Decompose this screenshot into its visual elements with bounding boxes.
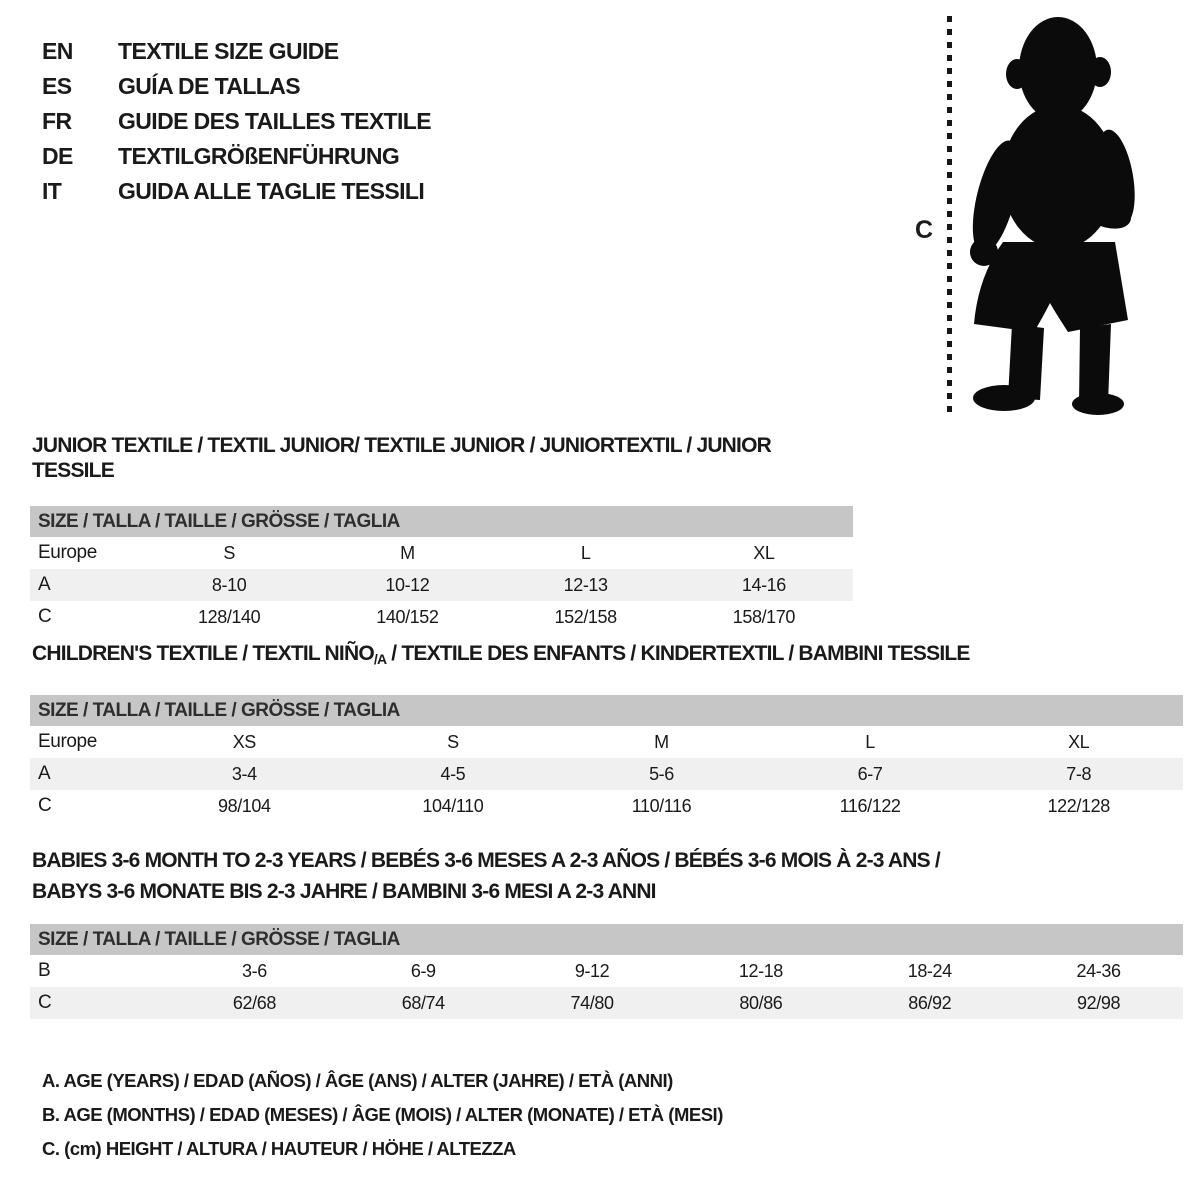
- row-label: A: [30, 569, 140, 601]
- table-cell: 18-24: [907, 960, 952, 981]
- language-code: FR: [42, 108, 72, 134]
- row-label: B: [38, 960, 51, 981]
- row-label: C: [30, 987, 170, 1019]
- table-cell: 6-9: [410, 960, 436, 981]
- section-title-text: CHILDREN'S TEXTILE / TEXTIL NIÑO: [32, 642, 374, 665]
- table-cell: S: [223, 542, 235, 563]
- table-cell: M: [400, 542, 415, 563]
- table-row: [30, 758, 1183, 790]
- table-row: [30, 601, 853, 633]
- footnotes: [42, 1064, 723, 1166]
- table-row: [30, 790, 1183, 822]
- language-code: DE: [42, 143, 73, 169]
- table-cell: XL: [753, 542, 775, 563]
- height-measure-dashed-line: [947, 16, 952, 416]
- footnote: A. AGE (YEARS) / EDAD (AÑOS) / ÂGE (ANS) / ALTER (JAHRE) / ETÀ (ANNI): [42, 1070, 673, 1091]
- table-row: [30, 726, 1183, 758]
- section-title: [32, 641, 1183, 672]
- language-row-en: [42, 34, 431, 69]
- section-title-text: JUNIOR TEXTILE / TEXTIL JUNIOR/ TEXTILE JUNIOR / JUNIORTEXTIL / JUNIOR TESSILE: [32, 434, 771, 482]
- section-title-text: BABIES 3-6 MONTH TO 2-3 YEARS / BEBÉS 3-6 MESES A 2-3 AÑOS / BÉBÉS 3-6 MOIS À 2-3 ANS /: [32, 849, 940, 872]
- table-cell: 98/104: [217, 795, 271, 816]
- table-row: [30, 569, 853, 601]
- table-cell: 86/92: [845, 987, 1014, 1019]
- table-cell: M: [654, 731, 669, 752]
- table-cell: 92/98: [1014, 987, 1183, 1019]
- table-cell: 110/116: [631, 795, 692, 816]
- table-cell: L: [865, 731, 875, 752]
- table-cell: 116/122: [839, 795, 901, 816]
- row-label: Europe: [38, 731, 97, 752]
- table-cell: XL: [1068, 731, 1090, 752]
- size-table: [30, 506, 853, 633]
- row-label: C: [38, 606, 52, 627]
- row-label: Europe: [38, 542, 97, 563]
- language-label: GUÍA DE TALLAS: [118, 73, 300, 99]
- language-row-fr: [42, 104, 431, 139]
- section-title-text: / TEXTILE DES ENFANTS / KINDERTEXTIL / BAMBINI TESSILE: [386, 642, 970, 665]
- table-cell: 122/128: [1047, 795, 1110, 816]
- section-childrens-textile: [30, 641, 1183, 822]
- table-cell: S: [447, 731, 459, 752]
- table-row: [30, 955, 1183, 987]
- table-cell: 62/68: [170, 987, 339, 1019]
- language-code: ES: [42, 73, 72, 99]
- section-title-text: BABYS 3-6 MONATE BIS 2-3 JAHRE / BAMBINI 3-6 MESI A 2-3 ANNI: [32, 880, 656, 903]
- row-label: C: [38, 795, 52, 816]
- table-cell: 14-16: [675, 569, 853, 601]
- table-cell: 152/158: [554, 606, 617, 627]
- table-cell: 9-12: [574, 960, 610, 981]
- language-label: TEXTILGRÖßENFÜHRUNG: [118, 143, 400, 169]
- table-cell: 24-36: [1076, 960, 1121, 981]
- language-label: GUIDA ALLE TAGLIE TESSILI: [118, 178, 425, 204]
- size-table: [30, 695, 1183, 822]
- language-label: TEXTILE SIZE GUIDE: [118, 38, 339, 64]
- section-title: [32, 845, 1183, 907]
- table-row: [30, 987, 1183, 1019]
- table-cell: 128/140: [197, 606, 261, 627]
- table-cell: 3-4: [140, 758, 349, 790]
- section-babies-textile: [30, 845, 1183, 1019]
- language-code: EN: [42, 38, 73, 64]
- toddler-silhouette-icon: [958, 12, 1142, 416]
- table-cell: 74/80: [508, 987, 677, 1019]
- table-cell: 12-18: [738, 960, 783, 981]
- table-cell: 140/152: [376, 606, 439, 627]
- footnote: B. AGE (MONTHS) / EDAD (MESES) / ÂGE (MOIS) / ALTER (MONATE) / ETÀ (MESI): [42, 1104, 723, 1125]
- language-list: [42, 34, 431, 209]
- size-header-bar: SIZE / TALLA / TAILLE / GRÖSSE / TAGLIA: [30, 924, 1183, 955]
- table-cell: 8-10: [140, 569, 318, 601]
- section-junior-textile: [30, 433, 853, 633]
- language-row-es: [42, 69, 431, 104]
- table-cell: 80/86: [676, 987, 845, 1019]
- table-cell: L: [580, 542, 591, 563]
- table-cell: 6-7: [766, 758, 975, 790]
- row-label: A: [30, 758, 140, 790]
- table-cell: 104/110: [422, 795, 484, 816]
- table-cell: 12-13: [497, 569, 675, 601]
- table-cell: 3-6: [242, 960, 267, 981]
- table-cell: 68/74: [339, 987, 508, 1019]
- section-title-text: /A: [373, 651, 387, 667]
- height-measure-label: C: [915, 216, 933, 244]
- table-cell: 5-6: [557, 758, 766, 790]
- table-cell: 10-12: [318, 569, 496, 601]
- language-label: GUIDE DES TAILLES TEXTILE: [118, 108, 431, 134]
- language-row-de: [42, 139, 431, 174]
- table-cell: 158/170: [732, 606, 795, 627]
- table-row: [30, 537, 853, 569]
- section-title: [32, 433, 853, 483]
- footnote: C. (cm) HEIGHT / ALTURA / HAUTEUR / HÖHE / ALTEZZA: [42, 1138, 516, 1159]
- table-cell: XS: [232, 731, 256, 752]
- table-cell: 7-8: [974, 758, 1183, 790]
- table-cell: 4-5: [349, 758, 558, 790]
- size-table: [30, 924, 1183, 1019]
- size-header-bar: SIZE / TALLA / TAILLE / GRÖSSE / TAGLIA: [30, 506, 853, 537]
- language-row-it: [42, 174, 431, 209]
- size-header-bar: SIZE / TALLA / TAILLE / GRÖSSE / TAGLIA: [30, 695, 1183, 726]
- language-code: IT: [42, 178, 62, 204]
